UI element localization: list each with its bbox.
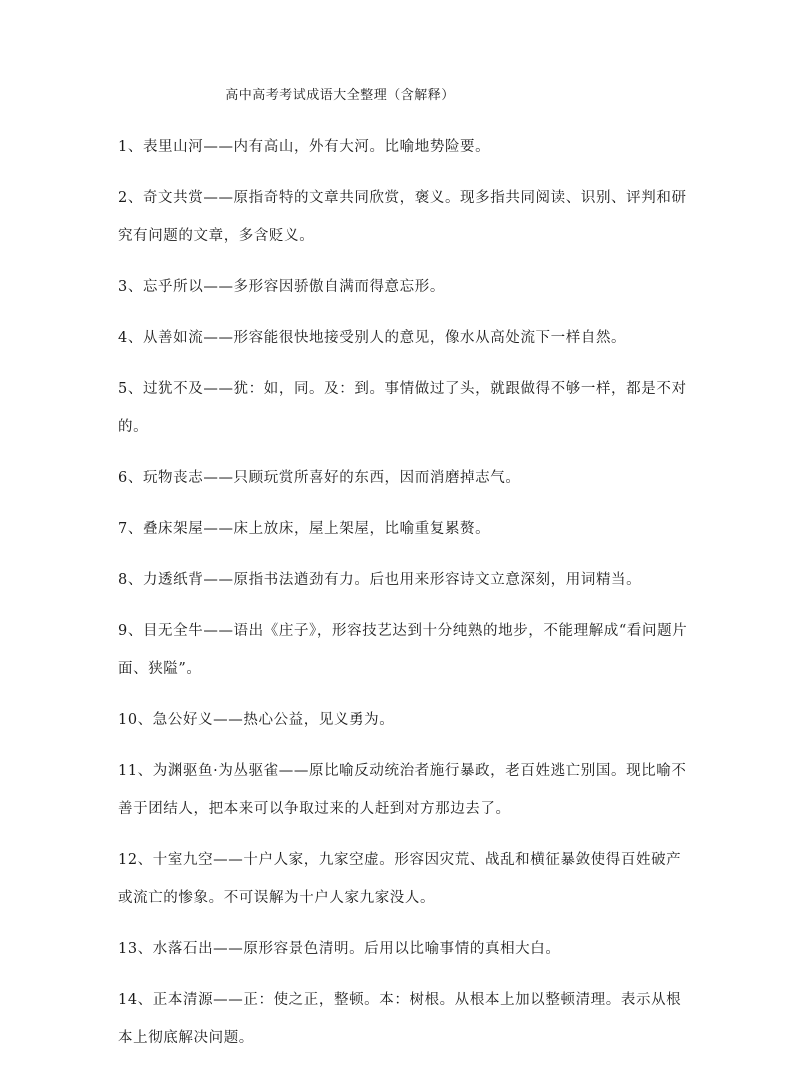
entry-term: 力透纸背 [142, 572, 204, 588]
entry-term: 急公好义 [152, 712, 214, 728]
entry-number: 1、 [118, 139, 143, 155]
entry-number: 8、 [118, 572, 143, 588]
entry-explanation: ——形容能很快地接受别人的意见，像水从高处流下一样自然。 [203, 330, 627, 346]
list-item [118, 510, 688, 548]
idiom-list [118, 128, 688, 1070]
entry-number: 10、 [118, 712, 153, 728]
entry-term: 忘乎所以 [142, 279, 204, 295]
entry-number: 9、 [118, 623, 143, 639]
entry-term: 为渊驱鱼·为丛驱雀 [152, 763, 279, 779]
entry-number: 6、 [118, 470, 143, 486]
document-title: 高中高考考试成语大全整理（含解释） [225, 88, 455, 103]
list-item [118, 841, 688, 917]
entry-term: 奇文共赏 [142, 190, 204, 206]
entry-term: 水落石出 [152, 941, 214, 957]
entry-explanation: ——犹：如，同。及：到。事情做过了头，就跟做得不够一样，都是不对的。 [118, 381, 687, 435]
entry-explanation: ——内有高山，外有大河。比喻地势险要。 [203, 139, 491, 155]
entry-number: 13、 [118, 941, 153, 957]
entry-explanation: ——只顾玩赏所喜好的东西，因而消磨掉志气。 [203, 470, 521, 486]
list-item [118, 370, 688, 446]
entry-explanation: ——十户人家，九家空虚。形容因灾荒、战乱和横征暴敛使得百姓破产或流亡的惨象。不可误解为十户人家九家没人。 [118, 852, 682, 906]
entry-explanation: ——原比喻反动统治者施行暴政，老百姓逃亡别国。现比喻不善于团结人，把本来可以争取过来的人赶到对方那边去了。 [118, 763, 687, 817]
entry-explanation: ——原指奇特的文章共同欣赏，褒义。现多指共同阅读、识别、评判和研究有问题的文章，多含贬义。 [118, 190, 687, 244]
list-item [118, 701, 688, 739]
list-item [118, 612, 688, 688]
entry-number: 2、 [118, 190, 143, 206]
entry-term: 玩物丧志 [142, 470, 204, 486]
list-item [118, 981, 688, 1057]
list-item [118, 459, 688, 497]
entry-number: 7、 [118, 521, 143, 537]
list-item [118, 930, 688, 968]
list-item [118, 128, 688, 166]
entry-term: 从善如流 [142, 330, 204, 346]
entry-number: 12、 [118, 852, 153, 868]
entry-term: 十室九空 [152, 852, 214, 868]
list-item [118, 179, 688, 255]
entry-explanation: ——原指书法遒劲有力。后也用来形容诗文立意深刻，用词精当。 [203, 572, 642, 588]
list-item [118, 752, 688, 828]
entry-number: 14、 [118, 992, 153, 1008]
entry-number: 5、 [118, 381, 143, 397]
entry-explanation: ——原形容景色清明。后用以比喻事情的真相大白。 [213, 941, 561, 957]
entry-term: 正本清源 [152, 992, 214, 1008]
entry-explanation: ——多形容因骄傲自满而得意忘形。 [203, 279, 445, 295]
entry-explanation: ——床上放床，屋上架屋，比喻重复累赘。 [203, 521, 491, 537]
entry-number: 3、 [118, 279, 143, 295]
entry-explanation: ——语出《庄子》，形容技艺达到十分纯熟的地步，不能理解成“看问题片面、狭隘”。 [118, 623, 688, 677]
entry-explanation: ——正：使之正，整顿。本：树根。从根本上加以整顿清理。表示从根本上彻底解决问题。 [118, 992, 682, 1046]
entry-term: 表里山河 [142, 139, 204, 155]
list-item [118, 561, 688, 599]
entry-term: 目无全牛 [142, 623, 204, 639]
entry-explanation: ——热心公益，见义勇为。 [213, 712, 395, 728]
entry-term: 叠床架屋 [142, 521, 204, 537]
list-item [118, 268, 688, 306]
list-item [118, 319, 688, 357]
entry-number: 11、 [118, 763, 153, 779]
entry-term: 过犹不及 [142, 381, 204, 397]
entry-number: 4、 [118, 330, 143, 346]
